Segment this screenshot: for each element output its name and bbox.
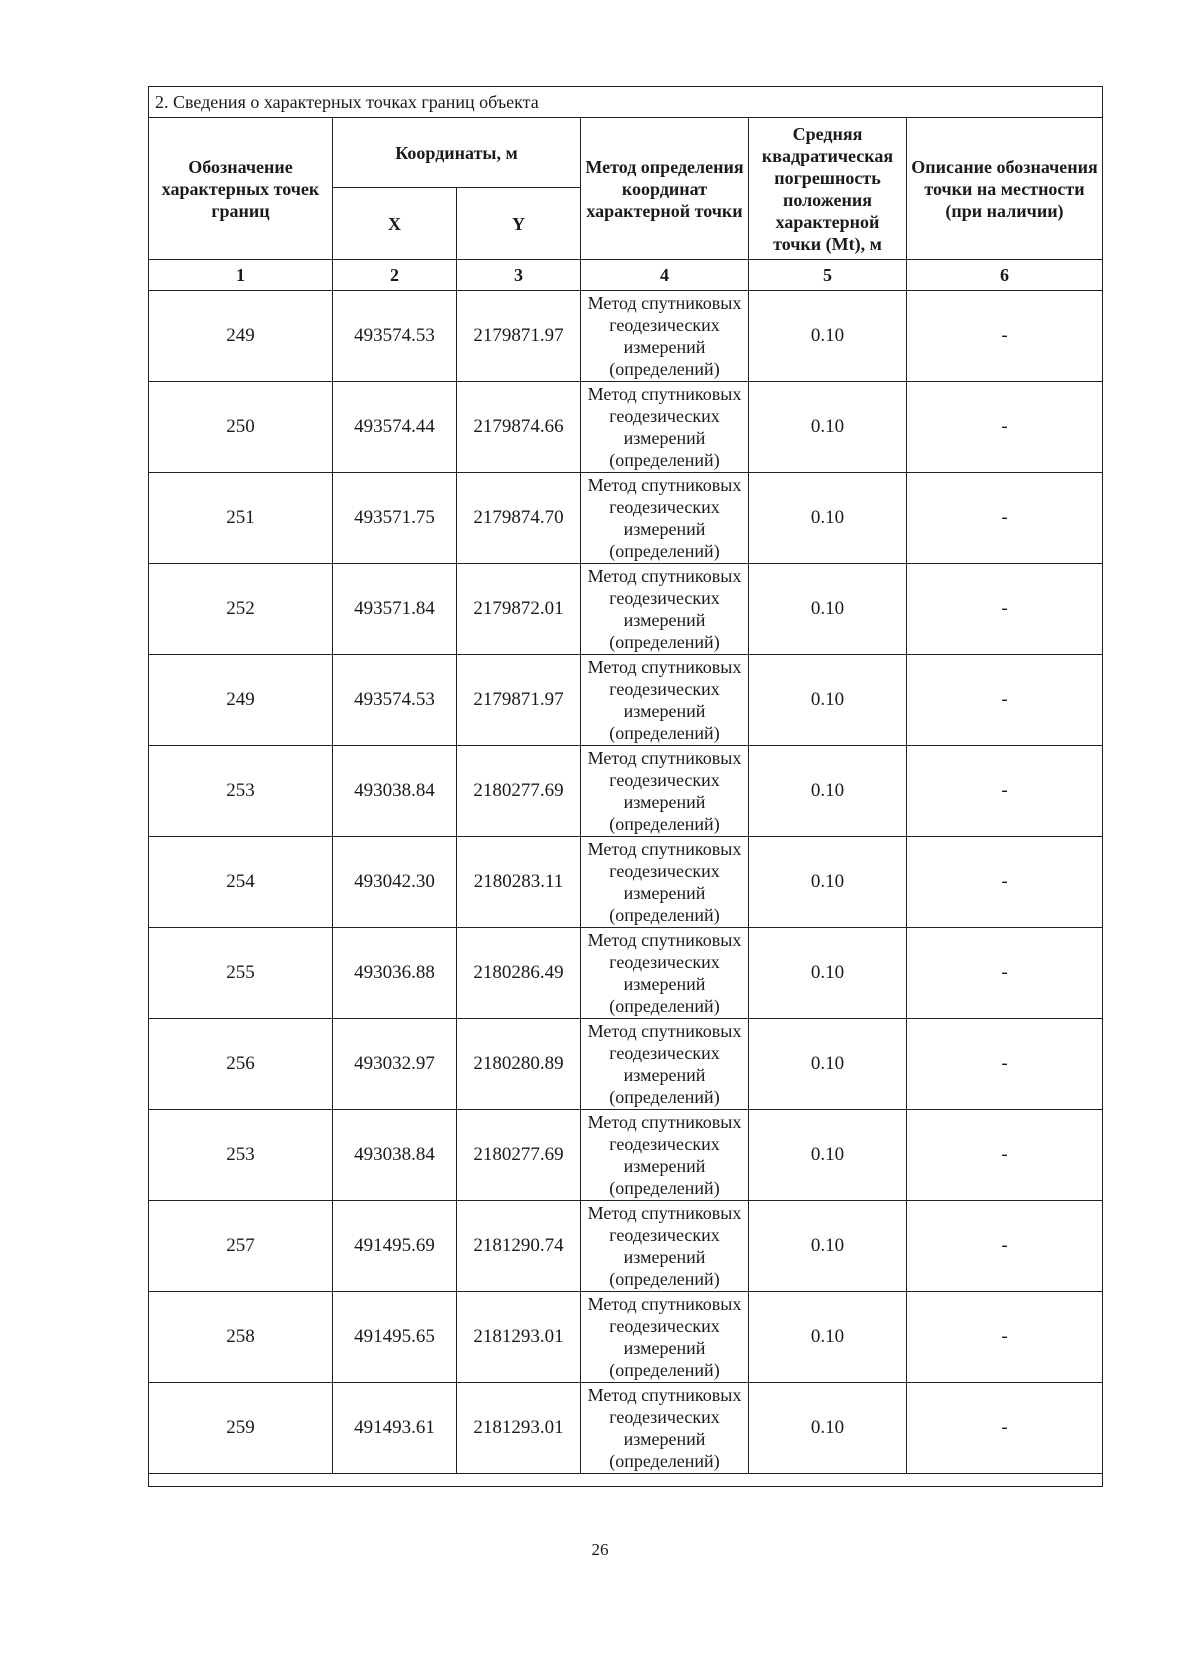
point-id: 249: [149, 291, 333, 382]
description: -: [907, 1292, 1103, 1383]
method: Метод спутниковых геодезических измерений (определений): [581, 928, 749, 1019]
coord-x: 493574.53: [333, 655, 457, 746]
method: Метод спутниковых геодезических измерений (определений): [581, 655, 749, 746]
description: -: [907, 291, 1103, 382]
error-value: 0.10: [749, 928, 907, 1019]
description: -: [907, 1019, 1103, 1110]
error-value: 0.10: [749, 564, 907, 655]
header-coordinates: Координаты, м: [333, 118, 581, 188]
coord-x: 491495.69: [333, 1201, 457, 1292]
coord-y: 2180280.89: [457, 1019, 581, 1110]
table-row: [149, 746, 1103, 837]
table-row: [149, 1019, 1103, 1110]
header-method: Метод определения координат характерной точки: [581, 118, 749, 260]
description: -: [907, 473, 1103, 564]
point-id: 258: [149, 1292, 333, 1383]
method: Метод спутниковых геодезических измерений (определений): [581, 1019, 749, 1110]
description: -: [907, 1201, 1103, 1292]
column-number: 5: [749, 260, 907, 291]
error-value: 0.10: [749, 291, 907, 382]
column-number: 3: [457, 260, 581, 291]
column-number: 6: [907, 260, 1103, 291]
table-row: [149, 1292, 1103, 1383]
coord-y: 2179872.01: [457, 564, 581, 655]
description: -: [907, 1383, 1103, 1474]
coord-x: 493571.84: [333, 564, 457, 655]
description: -: [907, 564, 1103, 655]
table-row: [149, 291, 1103, 382]
point-id: 250: [149, 382, 333, 473]
coord-y: 2179874.70: [457, 473, 581, 564]
error-value: 0.10: [749, 1201, 907, 1292]
table-row: [149, 837, 1103, 928]
method: Метод спутниковых геодезических измерений (определений): [581, 1383, 749, 1474]
points-body: [149, 291, 1103, 1487]
table-row: [149, 1201, 1103, 1292]
method: Метод спутниковых геодезических измерений (определений): [581, 1292, 749, 1383]
method: Метод спутниковых геодезических измерений (определений): [581, 1110, 749, 1201]
coord-x: 493038.84: [333, 1110, 457, 1201]
point-id: 251: [149, 473, 333, 564]
coord-x: 491495.65: [333, 1292, 457, 1383]
point-id: 256: [149, 1019, 333, 1110]
coord-y: 2180283.11: [457, 837, 581, 928]
coord-y: 2180277.69: [457, 746, 581, 837]
table-end-cell: [149, 1474, 1103, 1487]
table-row: [149, 1110, 1103, 1201]
column-number: 1: [149, 260, 333, 291]
coord-y: 2179871.97: [457, 291, 581, 382]
error-value: 0.10: [749, 1383, 907, 1474]
coord-x: 493042.30: [333, 837, 457, 928]
description: -: [907, 746, 1103, 837]
coord-y: 2180277.69: [457, 1110, 581, 1201]
method: Метод спутниковых геодезических измерений (определений): [581, 382, 749, 473]
method: Метод спутниковых геодезических измерений (определений): [581, 291, 749, 382]
header-x: X: [333, 188, 457, 260]
error-value: 0.10: [749, 1110, 907, 1201]
point-id: 255: [149, 928, 333, 1019]
description: -: [907, 382, 1103, 473]
point-id: 253: [149, 1110, 333, 1201]
error-value: 0.10: [749, 1019, 907, 1110]
point-id: 252: [149, 564, 333, 655]
method: Метод спутниковых геодезических измерений (определений): [581, 473, 749, 564]
coord-x: 493036.88: [333, 928, 457, 1019]
method: Метод спутниковых геодезических измерений (определений): [581, 837, 749, 928]
column-number-row: [149, 260, 1103, 291]
point-id: 253: [149, 746, 333, 837]
header-y: Y: [457, 188, 581, 260]
section-title-row: [149, 87, 1103, 118]
description: -: [907, 655, 1103, 746]
coord-x: 491493.61: [333, 1383, 457, 1474]
coord-x: 493574.44: [333, 382, 457, 473]
coord-x: 493032.97: [333, 1019, 457, 1110]
coord-y: 2181290.74: [457, 1201, 581, 1292]
coord-y: 2181293.01: [457, 1292, 581, 1383]
point-id: 249: [149, 655, 333, 746]
error-value: 0.10: [749, 837, 907, 928]
header-point: Обозначение характерных точек границ: [149, 118, 333, 260]
table-row: [149, 564, 1103, 655]
coord-y: 2179871.97: [457, 655, 581, 746]
table-row: [149, 473, 1103, 564]
section-title: 2. Сведения о характерных точках границ объекта: [149, 87, 1103, 118]
coord-x: 493038.84: [333, 746, 457, 837]
error-value: 0.10: [749, 746, 907, 837]
error-value: 0.10: [749, 1292, 907, 1383]
error-value: 0.10: [749, 473, 907, 564]
description: -: [907, 928, 1103, 1019]
coord-y: 2179874.66: [457, 382, 581, 473]
table-row: [149, 1383, 1103, 1474]
method: Метод спутниковых геодезических измерений (определений): [581, 564, 749, 655]
column-number: 4: [581, 260, 749, 291]
header-description: Описание обозначения точки на местности (при наличии): [907, 118, 1103, 260]
error-value: 0.10: [749, 382, 907, 473]
document-sheet: [148, 86, 1102, 1487]
coord-x: 493574.53: [333, 291, 457, 382]
point-id: 259: [149, 1383, 333, 1474]
method: Метод спутниковых геодезических измерений (определений): [581, 1201, 749, 1292]
coord-y: 2181293.01: [457, 1383, 581, 1474]
header-error: Средняя квадратическая погрешность положения характерной точки (Mt), м: [749, 118, 907, 260]
page-number: 26: [591, 1540, 609, 1559]
table-row: [149, 655, 1103, 746]
header-row-top: [149, 118, 1103, 188]
method: Метод спутниковых геодезических измерений (определений): [581, 746, 749, 837]
point-id: 257: [149, 1201, 333, 1292]
point-id: 254: [149, 837, 333, 928]
coord-y: 2180286.49: [457, 928, 581, 1019]
boundary-points-table: [148, 86, 1103, 1487]
column-number: 2: [333, 260, 457, 291]
description: -: [907, 1110, 1103, 1201]
error-value: 0.10: [749, 655, 907, 746]
table-end-row: [149, 1474, 1103, 1487]
coord-x: 493571.75: [333, 473, 457, 564]
table-row: [149, 382, 1103, 473]
description: -: [907, 837, 1103, 928]
table-row: [149, 928, 1103, 1019]
